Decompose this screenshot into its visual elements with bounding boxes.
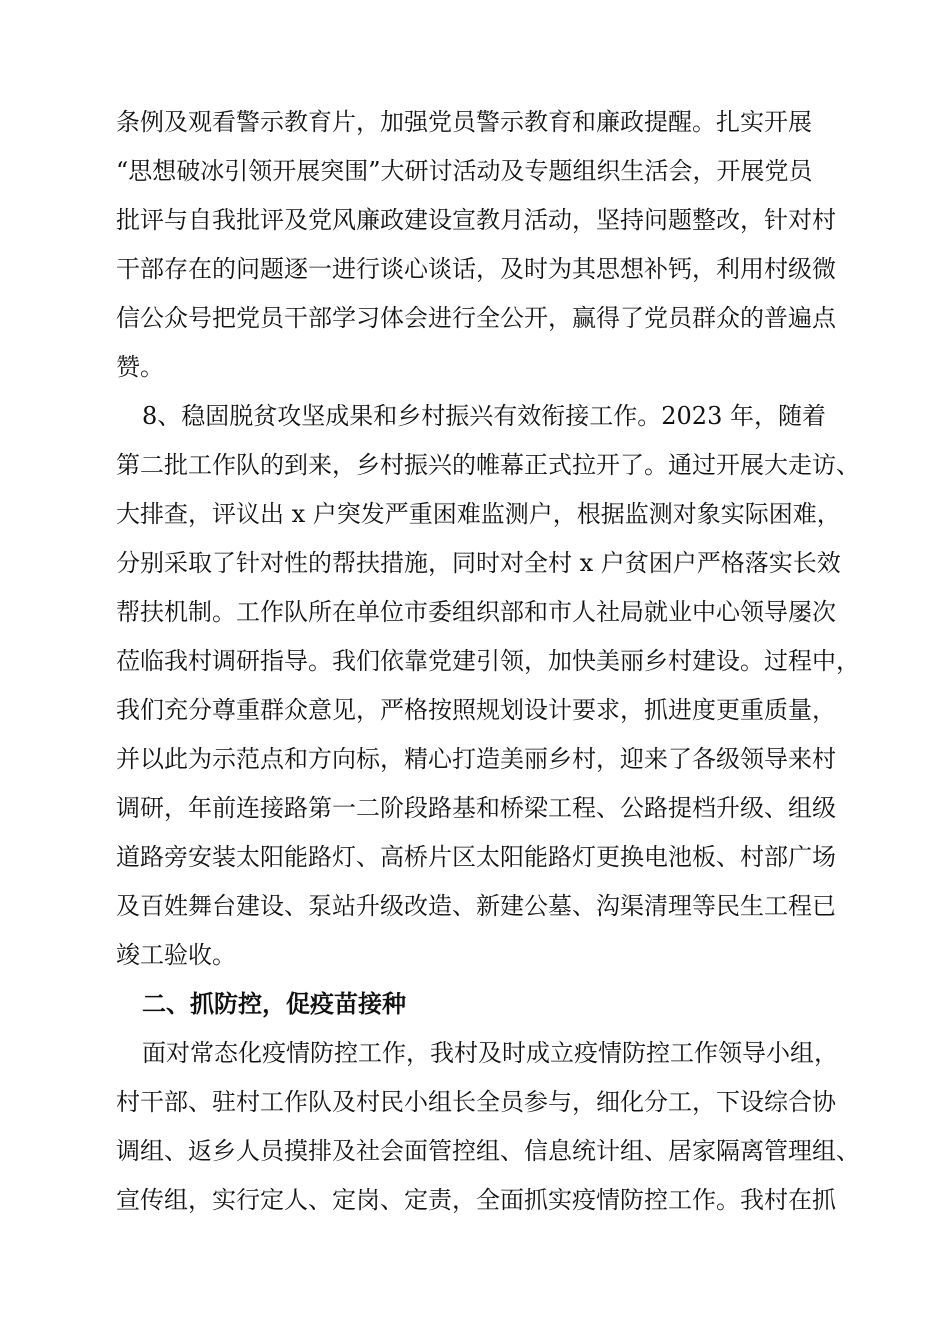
paragraph-line: 信公众号把党员干部学习体会进行全公开，赢得了党员群众的普遍点 <box>116 304 836 332</box>
paragraph-line: 宣传组，实行定人、定岗、定责，全面抓实疫情防控工作。我村在抓 <box>116 1186 836 1214</box>
paragraph-line: 分别采取了针对性的帮扶措施，同时对全村 x 户贫困户严格落实长效 <box>116 549 841 577</box>
document-body <box>116 98 862 1225</box>
paragraph-line: 条例及观看警示教育片，加强党员警示教育和廉政提醒。扎实开展 <box>116 108 812 136</box>
paragraph-line: 调研，年前连接路第一二阶段路基和桥梁工程、公路提档升级、组级 <box>116 794 836 822</box>
paragraph-line: 批评与自我批评及党风廉政建设宣教月活动，坚持问题整改，针对村 <box>116 206 836 234</box>
paragraph-line: 村干部、驻村工作队及村民小组长全员参与，细化分工，下设综合协 <box>116 1088 836 1116</box>
section-heading: 二、抓防控，促疫苗接种 <box>142 990 406 1018</box>
paragraph-line: 赞。 <box>116 353 164 381</box>
paragraph-line: 竣工验收。 <box>116 941 236 969</box>
paragraph-line: 干部存在的问题逐一进行谈心谈话，及时为其思想补钙，利用村级微 <box>116 255 836 283</box>
paragraph-line: 道路旁安装太阳能路灯、高桥片区太阳能路灯更换电池板、村部广场 <box>116 843 836 871</box>
paragraph-line: 我们充分尊重群众意见，严格按照规划设计要求，抓进度更重质量， <box>116 696 836 724</box>
paragraph-line: 面对常态化疫情防控工作，我村及时成立疫情防控工作领导小组， <box>142 1039 838 1067</box>
paragraph-line: 8、稳固脱贫攻坚成果和乡村振兴有效衔接工作。2023 年，随着 <box>142 402 826 430</box>
paragraph-line: 及百姓舞台建设、泵站升级改造、新建公墓、沟渠清理等民生工程已 <box>116 892 836 920</box>
paragraph-line: “思想破冰引领开展突围”大研讨活动及专题组织生活会，开展党员 <box>116 157 813 185</box>
paragraph-line: 大排查，评议出 x 户突发严重困难监测户，根据监测对象实际困难， <box>116 500 841 528</box>
paragraph-line: 莅临我村调研指导。我们依靠党建引领，加快美丽乡村建设。过程中， <box>116 647 860 675</box>
paragraph-line: 第二批工作队的到来，乡村振兴的帷幕正式拉开了。通过开展大走访、 <box>116 451 860 479</box>
paragraph-line: 并以此为示范点和方向标，精心打造美丽乡村，迎来了各级领导来村 <box>116 745 836 773</box>
paragraph-line: 帮扶机制。工作队所在单位市委组织部和市人社局就业中心领导屡次 <box>116 598 836 626</box>
paragraph-line: 调组、返乡人员摸排及社会面管控组、信息统计组、居家隔离管理组、 <box>116 1137 860 1165</box>
